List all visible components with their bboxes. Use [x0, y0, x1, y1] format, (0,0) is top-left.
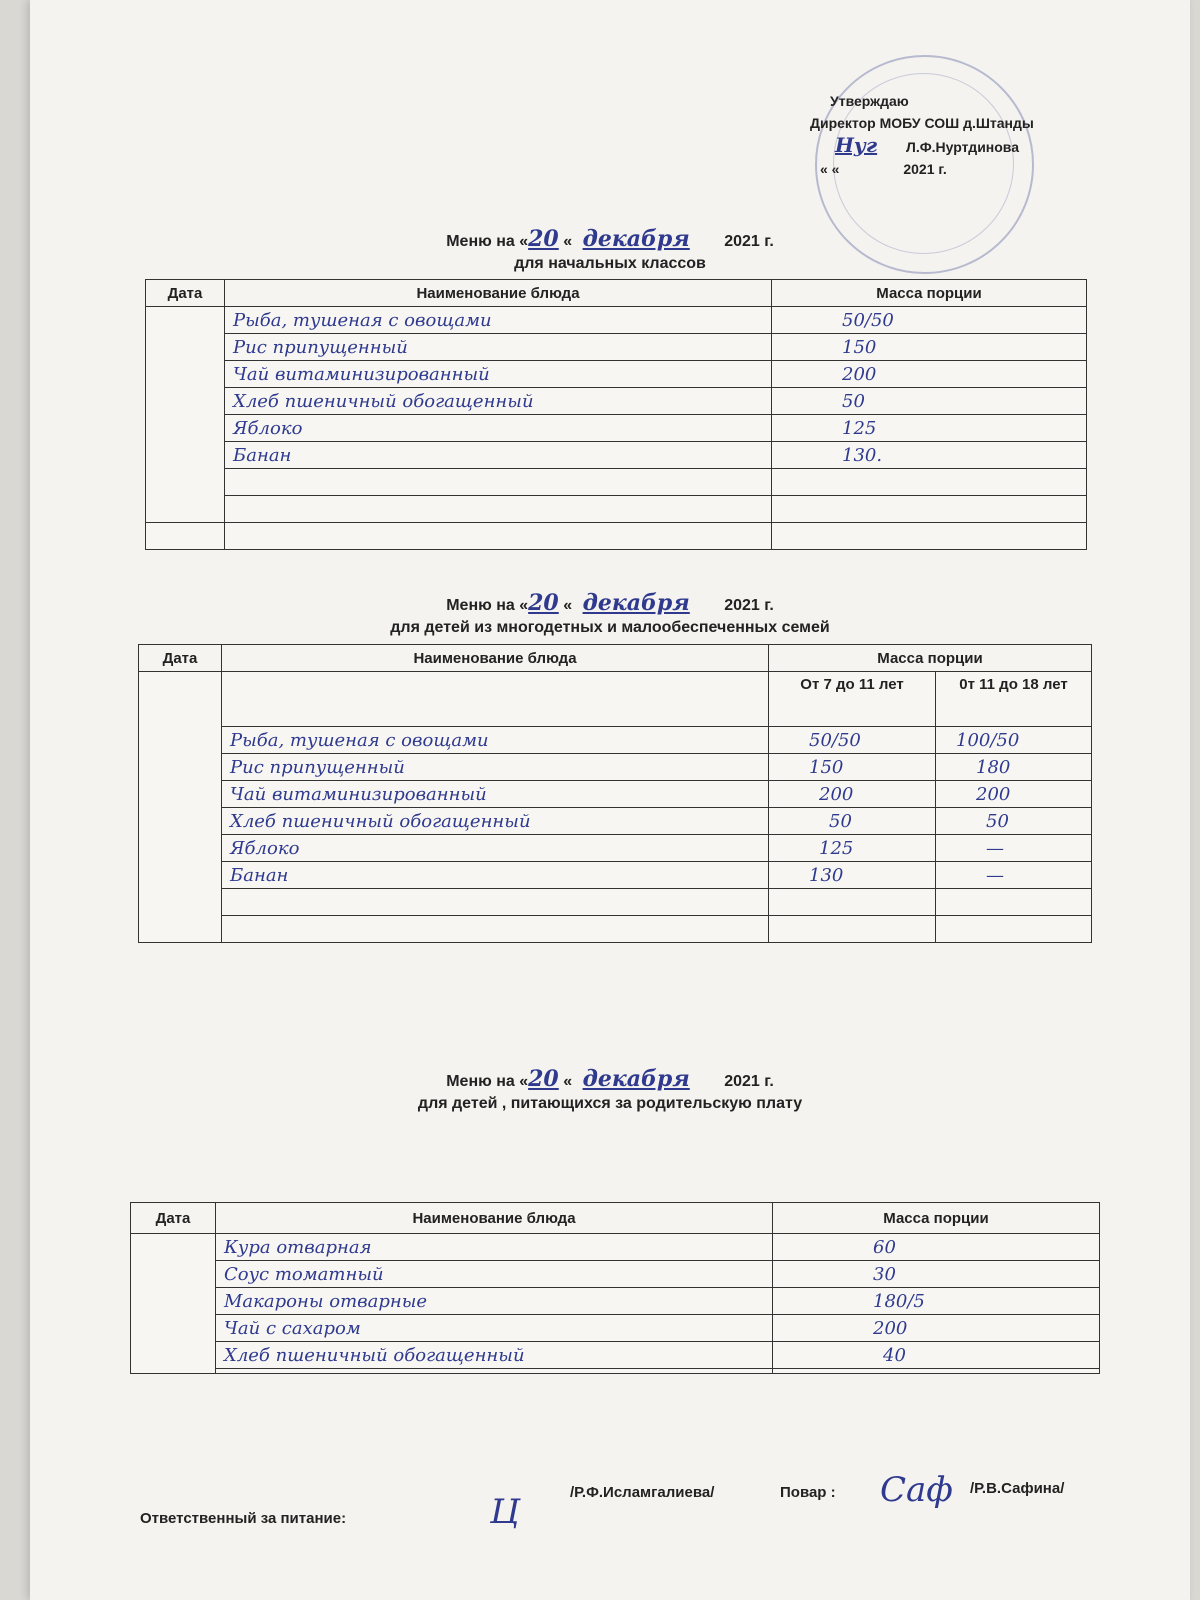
menu3-row-dish: Хлеб пшеничный обогащенный — [216, 1342, 773, 1369]
menu3-row-mass: 180/5 — [773, 1288, 1100, 1315]
menu1-title — [30, 228, 1190, 275]
menu3-row-dish: Соус томатный — [216, 1261, 773, 1288]
responsible-label: Ответственный за питание: — [140, 1510, 347, 1527]
menu2-row-dish: Яблоко — [222, 835, 769, 862]
menu3-row-dish: Чай с сахаром — [216, 1315, 773, 1342]
menu2-row-mass-a: 200 — [769, 781, 936, 808]
menu3-title-prefix: Меню на « — [446, 1073, 529, 1090]
menu1-quote: « — [563, 233, 573, 250]
menu3-subtitle: для детей , питающихся за родительскую плату — [417, 1095, 803, 1112]
menu1-row-mass: 50 — [772, 388, 1087, 415]
approval-block — [810, 90, 1034, 180]
document-sheet — [30, 0, 1190, 1600]
menu1-row-mass: 200 — [772, 361, 1087, 388]
menu3-date-cell — [131, 1234, 216, 1374]
menu2-empty-cell — [936, 889, 1092, 916]
menu2-row-dish: Рис припущенный — [222, 754, 769, 781]
menu1-empty-cell — [772, 469, 1087, 496]
menu1-row-mass: 150 — [772, 334, 1087, 361]
menu1-row-dish: Чай витаминизированный — [225, 361, 772, 388]
menu2-quote: « — [563, 597, 573, 614]
responsible-signature: Ц — [490, 1492, 520, 1532]
menu2-header-dish: Наименование блюда — [222, 645, 769, 672]
menu2-empty-cell — [769, 916, 936, 943]
menu2-empty-cell — [222, 916, 769, 943]
menu3-row-dish: Макароны отварные — [216, 1288, 773, 1315]
menu2-year: 2021 г. — [724, 597, 774, 614]
menu2-row-mass-a: 125 — [769, 835, 936, 862]
menu3-header-mass: Масса порции — [773, 1203, 1100, 1234]
menu3-quote: « — [563, 1073, 573, 1090]
responsible-name: /Р.Ф.Исламгалиева/ — [570, 1484, 715, 1501]
menu1-day: 20 — [528, 226, 559, 252]
menu1-title-prefix: Меню на « — [446, 233, 529, 250]
menu3-row-mass: 30 — [773, 1261, 1100, 1288]
menu2-subtitle: для детей из многодетных и малообеспеченных семей — [390, 619, 830, 636]
approval-title: Утверждаю — [830, 93, 909, 109]
menu2-subheader-age1: От 7 до 11 лет — [769, 672, 936, 727]
menu3-empty-cell — [773, 1369, 1100, 1374]
menu2-header-mass: Масса порции — [769, 645, 1092, 672]
menu3-row-mass: 40 — [773, 1342, 1100, 1369]
menu1-row-dish: Рыба, тушеная с овощами — [225, 307, 772, 334]
menu1-empty-cell — [146, 523, 225, 550]
menu1-subtitle: для начальных классов — [514, 255, 706, 272]
menu3-year: 2021 г. — [724, 1073, 774, 1090]
menu3-header-date: Дата — [131, 1203, 216, 1234]
menu3-row-dish: Кура отварная — [216, 1234, 773, 1261]
menu2-row-mass-a: 50/50 — [769, 727, 936, 754]
menu2-row-dish: Рыба, тушеная с овощами — [222, 727, 769, 754]
menu2-empty-cell — [936, 916, 1092, 943]
menu2-day: 20 — [528, 590, 559, 616]
menu1-date-cell — [146, 307, 225, 523]
menu2-empty-cell — [222, 889, 769, 916]
menu1-table — [145, 279, 1087, 550]
menu1-empty-cell — [772, 496, 1087, 523]
approval-year: 2021 г. — [903, 161, 947, 177]
menu3-table — [130, 1202, 1100, 1374]
menu2-row-dish: Банан — [222, 862, 769, 889]
menu2-month: декабря — [582, 590, 690, 616]
menu1-header-dish: Наименование блюда — [225, 280, 772, 307]
menu1-row-mass: 130. — [772, 442, 1087, 469]
menu1-header-date: Дата — [146, 280, 225, 307]
menu1-month: декабря — [582, 226, 690, 252]
menu1-row-dish: Яблоко — [225, 415, 772, 442]
approval-director: Директор МОБУ СОШ д.Штанды — [810, 115, 1034, 131]
menu3-header-dish: Наименование блюда — [216, 1203, 773, 1234]
menu3-empty-cell — [216, 1369, 773, 1374]
menu1-empty-cell — [225, 469, 772, 496]
cook-name: /Р.В.Сафина/ — [970, 1480, 1065, 1497]
director-name: Л.Ф.Нуртдинова — [906, 139, 1020, 155]
menu2-date-cell — [139, 672, 222, 943]
menu1-year: 2021 г. — [724, 233, 774, 250]
menu3-day: 20 — [528, 1066, 559, 1092]
menu1-row-dish: Рис припущенный — [225, 334, 772, 361]
menu3-row-mass: 200 — [773, 1315, 1100, 1342]
menu2-row-mass-b: 100/50 — [936, 727, 1092, 754]
menu3-title — [30, 1068, 1190, 1115]
menu2-row-dish: Хлеб пшеничный обогащенный — [222, 808, 769, 835]
menu2-empty-cell — [769, 889, 936, 916]
menu3-month: декабря — [582, 1066, 690, 1092]
menu1-row-dish: Банан — [225, 442, 772, 469]
menu2-row-mass-b: 200 — [936, 781, 1092, 808]
cook-signature: Саф — [880, 1470, 953, 1510]
menu2-table — [138, 644, 1092, 943]
menu2-title-prefix: Меню на « — [446, 597, 529, 614]
menu2-subheader-age2: 0т 11 до 18 лет — [936, 672, 1092, 727]
menu2-row-mass-b: 50 — [936, 808, 1092, 835]
menu3-row-mass: 60 — [773, 1234, 1100, 1261]
menu2-row-dish: Чай витаминизированный — [222, 781, 769, 808]
menu2-row-mass-a: 130 — [769, 862, 936, 889]
menu1-empty-cell — [225, 523, 772, 550]
approval-date-blank: « « — [820, 161, 840, 177]
menu2-row-mass-a: 150 — [769, 754, 936, 781]
menu2-row-mass-b: — — [936, 835, 1092, 862]
cook-label: Повар : — [780, 1484, 836, 1501]
footer-signatures — [140, 1470, 1140, 1530]
menu1-row-dish: Хлеб пшеничный обогащенный — [225, 388, 772, 415]
menu2-header-date: Дата — [139, 645, 222, 672]
menu1-header-mass: Масса порции — [772, 280, 1087, 307]
menu2-row-mass-b: 180 — [936, 754, 1092, 781]
menu2-title — [30, 592, 1190, 639]
menu1-row-mass: 50/50 — [772, 307, 1087, 334]
menu1-row-mass: 125 — [772, 415, 1087, 442]
director-signature: Нуг — [835, 133, 878, 157]
menu1-empty-cell — [772, 523, 1087, 550]
menu2-row-mass-b: — — [936, 862, 1092, 889]
menu2-subheader-blank — [222, 672, 769, 727]
menu2-row-mass-a: 50 — [769, 808, 936, 835]
menu1-empty-cell — [225, 496, 772, 523]
